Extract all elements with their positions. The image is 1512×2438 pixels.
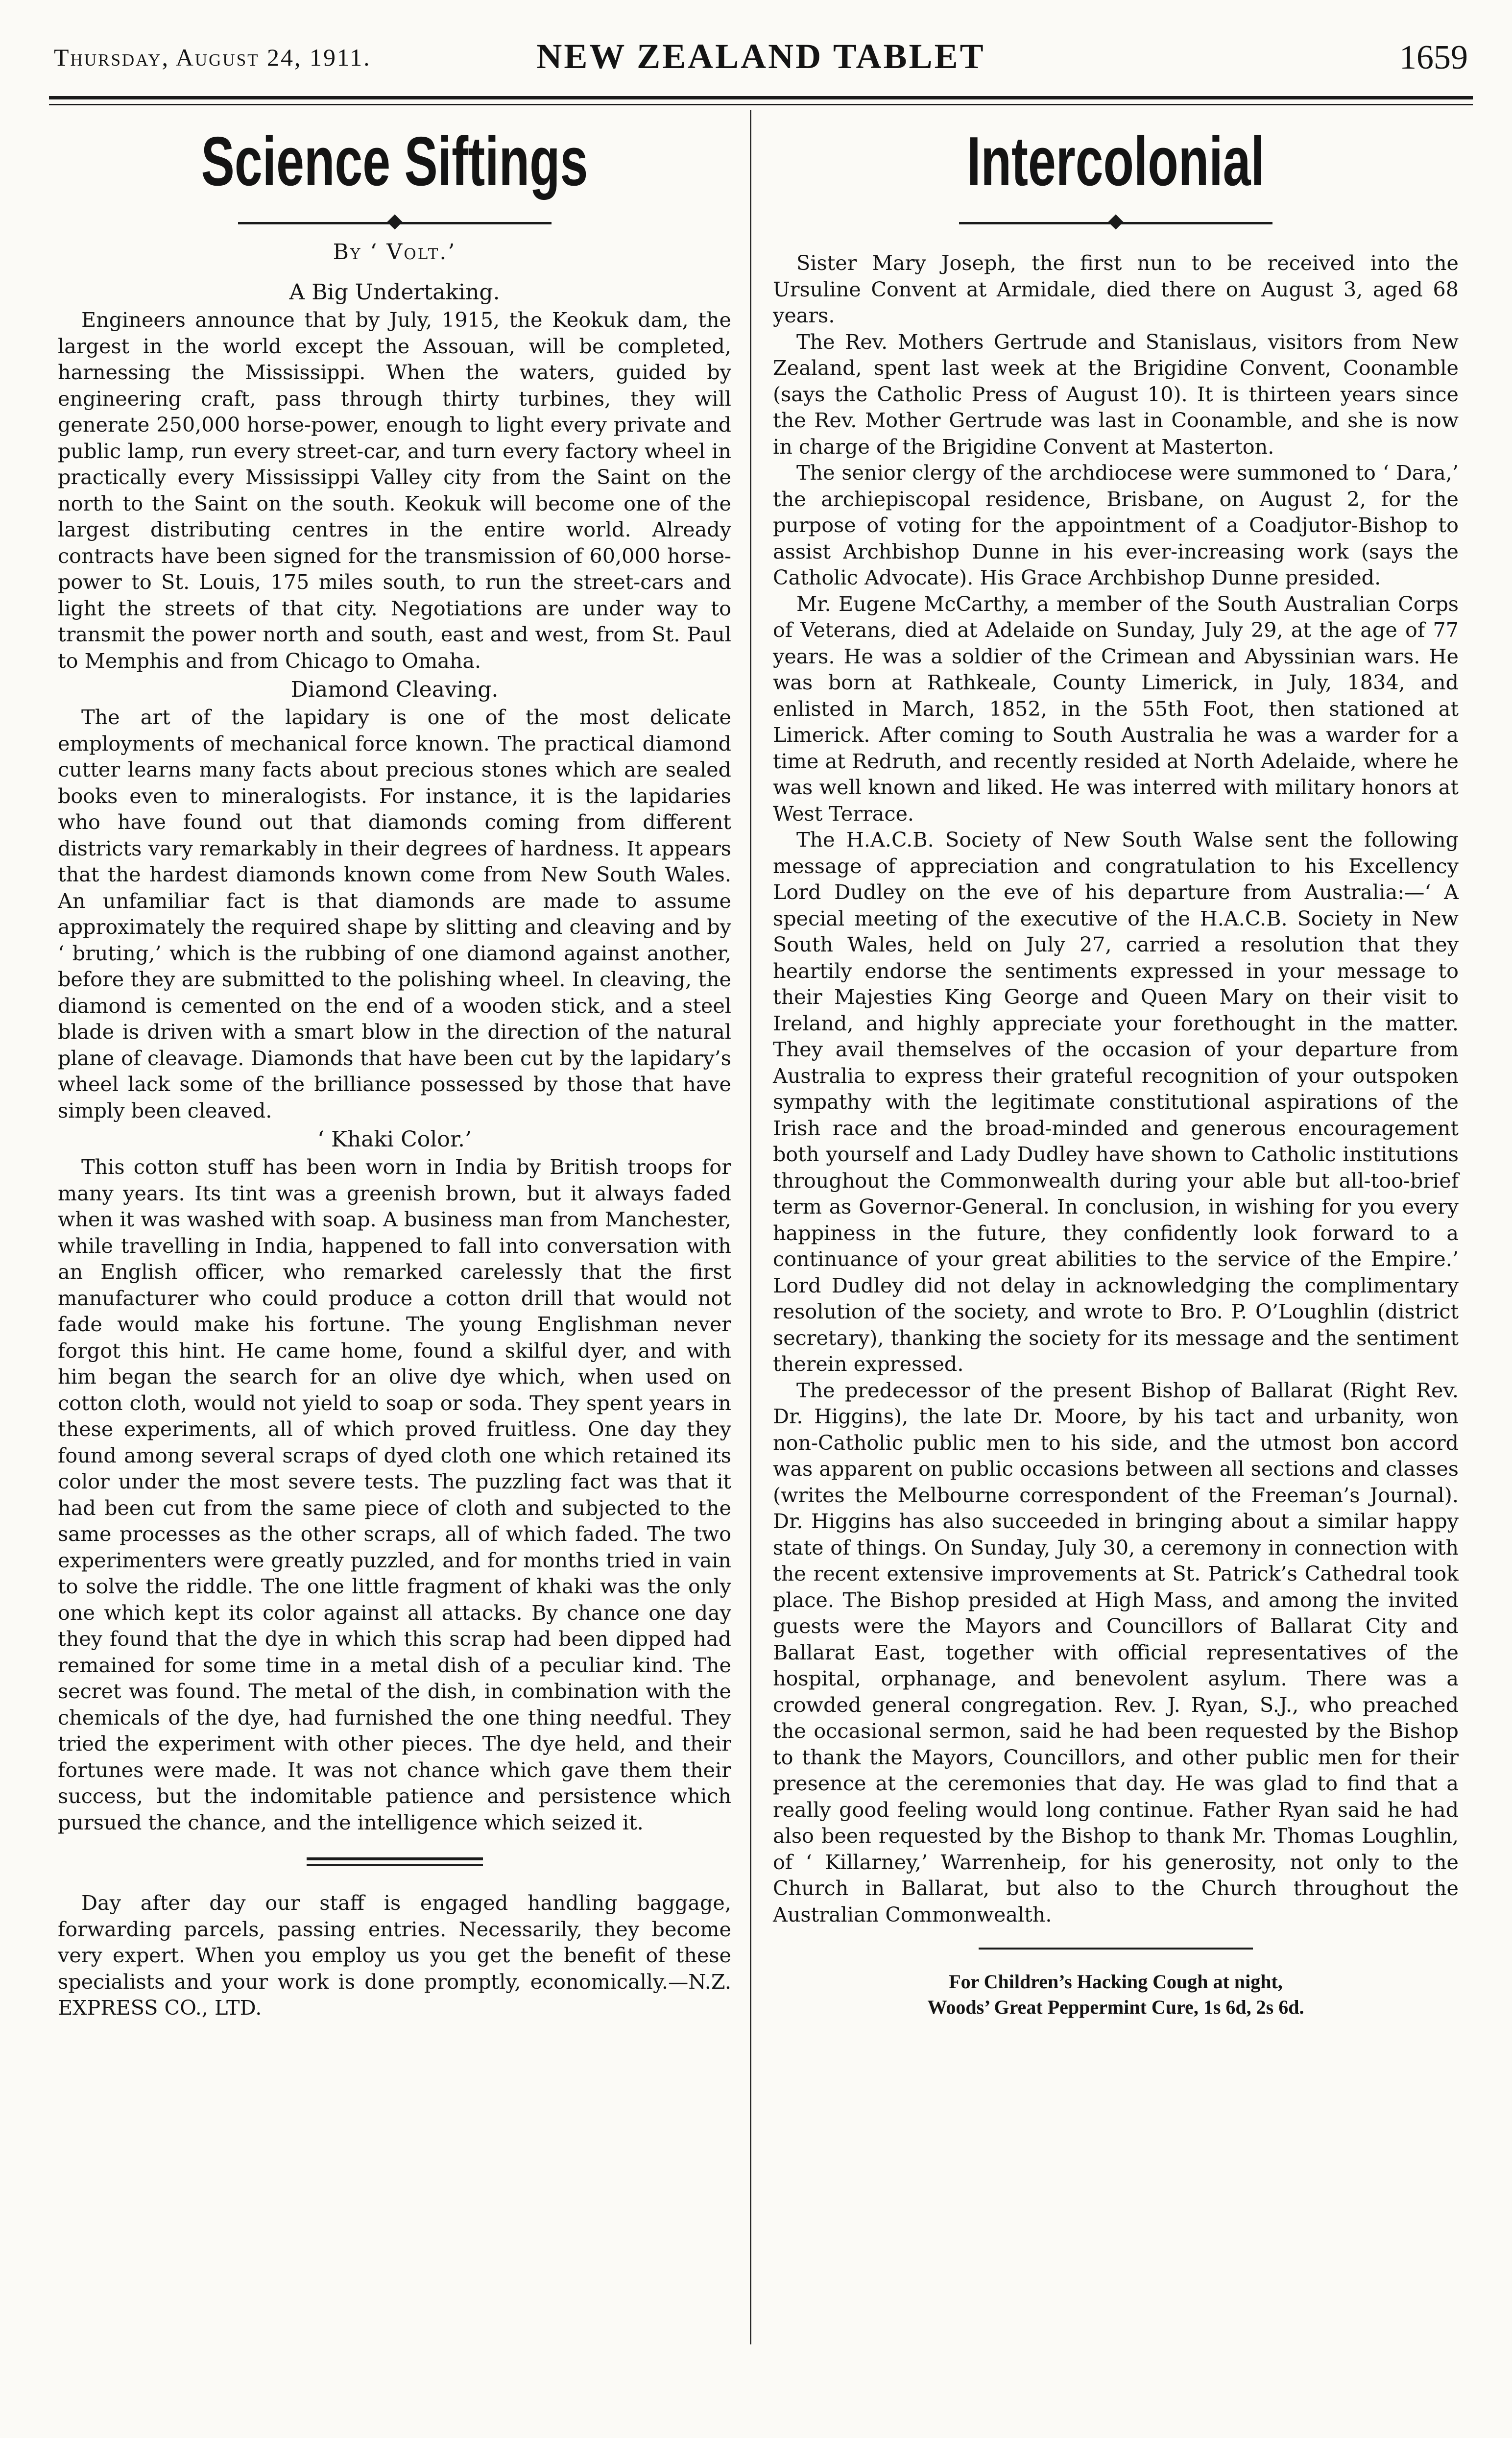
article-paragraph: This cotton stuff has been worn in India by British troops for many years. Its tint was a greenish brown, but it always faded when it was washed with soap. A business man from Manchester, while travelling in India, happened to fall into conversation with an English officer, who remarked carelessly that the first manufacturer who could produce a cotton drill that would not fade would make his fortune. The young Englishman never forgot this hint. He came home, found a skilful dyer, and with him began the search for an olive dye which, when used on cotton cloth, would not yield to soap or soda. They spent years in these experiments, all of which proved fruitless. One day they found among several scraps of dyed cloth one which retained its color under the most severe tests. The puzzling fact was that it had been cut from the same piece of cloth and subjected to the same processes as the other scraps, all of which faded. The two experimenters were greatly puzzled, and for months tried in vain to solve the riddle. The one little fragment of khaki was the only one which kept its color against all attacks. By chance one day they found that the dye in which this scrap had been dipped had remained for some time in a metal dish of a peculiar kind. The secret was found. The metal of the dish, in combination with the chemicals of the dye, had furnished the one thing needful. They tried the experiment with other pieces. The dye held, and their fortunes were made. It was not chance which gave them their success, but the indomitable patience and persistence which pursued the chance, and the intelligence which seized it. — [58, 1155, 731, 1834]
header-date: Thursday, August 24, 1911. — [54, 44, 371, 71]
subheading-khaki-color: ‘ Khaki Color.’ — [317, 1127, 472, 1152]
news-paragraph: Mr. Eugene McCarthy, a member of the South Australian Corps of Veterans, died at Adelaide on Sunday, July 29, at the age of 77 years. He was a soldier of the Crimean and Abyssinian wars. He was born at Rathkeale, County Limerick, in July, 1834, and enlisted in March, 1852, in the 55th Foot, then stationed at Limerick. After coming to South Australia he was a warder for a time at Redruth, and recently resided at North Adelaide, where he was well known and liked. He was interred with military honors at West Terrace. — [773, 592, 1459, 826]
advert-line: Woods’ Great Peppermint Cure, 1s 6d, 2s 6d. — [927, 1996, 1304, 2018]
news-paragraph: The senior clergy of the archdiocese were summoned to ‘ Dara,’ the archiepiscopal residence, Brisbane, on August 2, for the purpose of voting for the appointment of a Coadjutor-Bishop to assist Archbishop Dunne in his ever-increasing work (says the Catholic Advocate). His Grace Archbishop Dunne presided. — [773, 461, 1459, 589]
subheading-diamond-cleaving: Diamond Cleaving. — [290, 677, 499, 702]
byline: By ‘ Volt.’ — [333, 240, 456, 265]
page-header — [54, 34, 1468, 93]
section-end-rule — [979, 1948, 1253, 1950]
news-paragraph: The Rev. Mothers Gertrude and Stanislaus, visitors from New Zealand, spent last week at the Brigidine Convent, Coonamble (says the Catholic Press of August 10). It is thirteen years since the Rev. Mother Gertrude was last in Coonamble, and she is now in charge of the Brigidine Convent at Masterton. — [773, 330, 1459, 459]
intercolonial-column — [773, 115, 1459, 2020]
masthead-title: NEW ZEALAND TABLET — [536, 37, 985, 76]
news-paragraph: Sister Mary Joseph, the first nun to be received into the Ursuline Convent at Armidale, died there on August 3, aged 68 years. — [773, 251, 1459, 327]
page-number: 1659 — [1399, 39, 1468, 76]
express-co-advert: Day after day our staff is engaged handling baggage, forwarding parcels, passing entries. Necessarily, they become very expert. When you employ us you get the benefit of these specialists and your work is done promptly, economically.—N.Z. EXPRESS CO., LTD. — [58, 1891, 731, 2020]
advert-line: For Children’s Hacking Cough at night, — [949, 1971, 1283, 1993]
article-paragraph: Engineers announce that by July, 1915, the Keokuk dam, the largest in the world except the Assouan, will be completed, harnessing the Mississippi. When the waters, guided by engineering craft, pass through thirty turbines, they will generate 250,000 horse-power, enough to light every private and public lamp, run every street-car, and turn every factory wheel in practically every Mississippi Valley city from the Saint on the north to the Saint on the south. Keokuk will become one of the largest distributing centres in the entire world. Already contracts have been signed for the transmission of 60,000 horse-power to St. Louis, 175 miles south, to run the street-cars and light the streets of that city. Negotiations are under way to transmit the power north and south, east and west, from St. Paul to Memphis and from Chicago to Omaha. — [58, 308, 731, 673]
title-ornament — [959, 213, 1272, 233]
section-title-intercolonial: Intercolonial — [967, 122, 1265, 200]
column-divider — [750, 110, 751, 2344]
subheading-big-undertaking: A Big Undertaking. — [289, 280, 500, 305]
section-end-rule — [307, 1857, 483, 1866]
news-paragraph: The H.A.C.B. Society of New South Walse sent the following message of appreciation and congratulation to his Excellency Lord Dudley on the eve of his departure from Australia:—‘ A special meeting of the executive of the H.A.C.B. Society in New South Wales, held on July 27, carried a resolution that they heartily endorse the sentiments expressed in your message to their Majesties King George and Queen Mary on their visit to Ireland, and highly appreciate your forethought in the matter. They avail themselves of the occasion of your departure from Australia to express their grateful recognition of your outspoken sympathy with the legitimate constitutional aspirations of the Irish race and the broad-minded and generous encouragement both yourself and Lady Dudley have shown to Catholic institutions throughout the Commonwealth during your able but all-too-brief term as Governor-General. In conclusion, in wishing for you every happiness in the future, they confidently look forward to a continuance of your great abilities to the service of the Empire.’ Lord Dudley did not delay in acknowledging the complimentary resolution of the society, and wrote to Bro. P. O’Loughlin (district secretary), thanking the society for its message and the sentiment therein expressed. — [773, 828, 1459, 1376]
article-paragraph: The art of the lapidary is one of the most delicate employments of mechanical force known. The practical diamond cutter learns many facts about precious stones which are sealed books even to mineralogists. For instance, it is the lapidaries who have found out that diamonds coming from different districts vary remarkably in their degrees of hardness. It appears that the hardest diamonds known come from New South Wales. An unfamiliar fact is that diamonds are made to assume approximately the required shape by slitting and cleaving and by ‘ bruting,’ which is the rubbing of one diamond against another, before they are submitted to the polishing wheel. In cleaving, the diamond is cemented on the end of a wooden stick, and a steel blade is driven with a smart blow in the direction of the natural plane of cleavage. Diamonds that have been cut by the lapidary’s wheel lack some of the brilliance possessed by those that have simply been cleaved. — [58, 706, 731, 1122]
header-rule-thick — [49, 96, 1473, 99]
header-rule-thin — [49, 104, 1473, 105]
science-siftings-column — [58, 115, 731, 2022]
title-ornament — [238, 213, 552, 233]
news-paragraph: The predecessor of the present Bishop of Ballarat (Right Rev. Dr. Higgins), the late Dr. Moore, by his tact and urbanity, won non-Catholic public men to his side, and the utmost bon accord was apparent on public occasions between all sections and classes (writes the Melbourne correspondent of the Freeman’s Journal). Dr. Higgins has also succeeded in bringing about a similar happy state of things. On Sunday, July 30, a ceremony in connection with the recent extensive improvements at St. Patrick’s Cathedral took place. The Bishop presided at High Mass, and among the invited guests were the Mayors and Councillors of Ballarat City and Ballarat East, together with official representatives of the hospital, orphanage, and benevolent asylum. There was a crowded general congregation. Rev. J. Ryan, S.J., who preached the occasional sermon, said he had been requested by the Bishop to thank the Mayors, Councillors, and other public men for their presence at the ceremonies that day. He was glad to find that a really good feeling would long continue. Father Ryan said he had also been requested by the Bishop to thank Mr. Thomas Loughlin, of ‘ Killarney,’ Warrenheip, for his generosity, not only to the Church in Ballarat, but also to the Church throughout the Australian Commonwealth. — [773, 1378, 1459, 1926]
peppermint-cure-advert — [773, 1969, 1459, 2020]
section-title-science-siftings: Science Siftings — [201, 122, 588, 200]
